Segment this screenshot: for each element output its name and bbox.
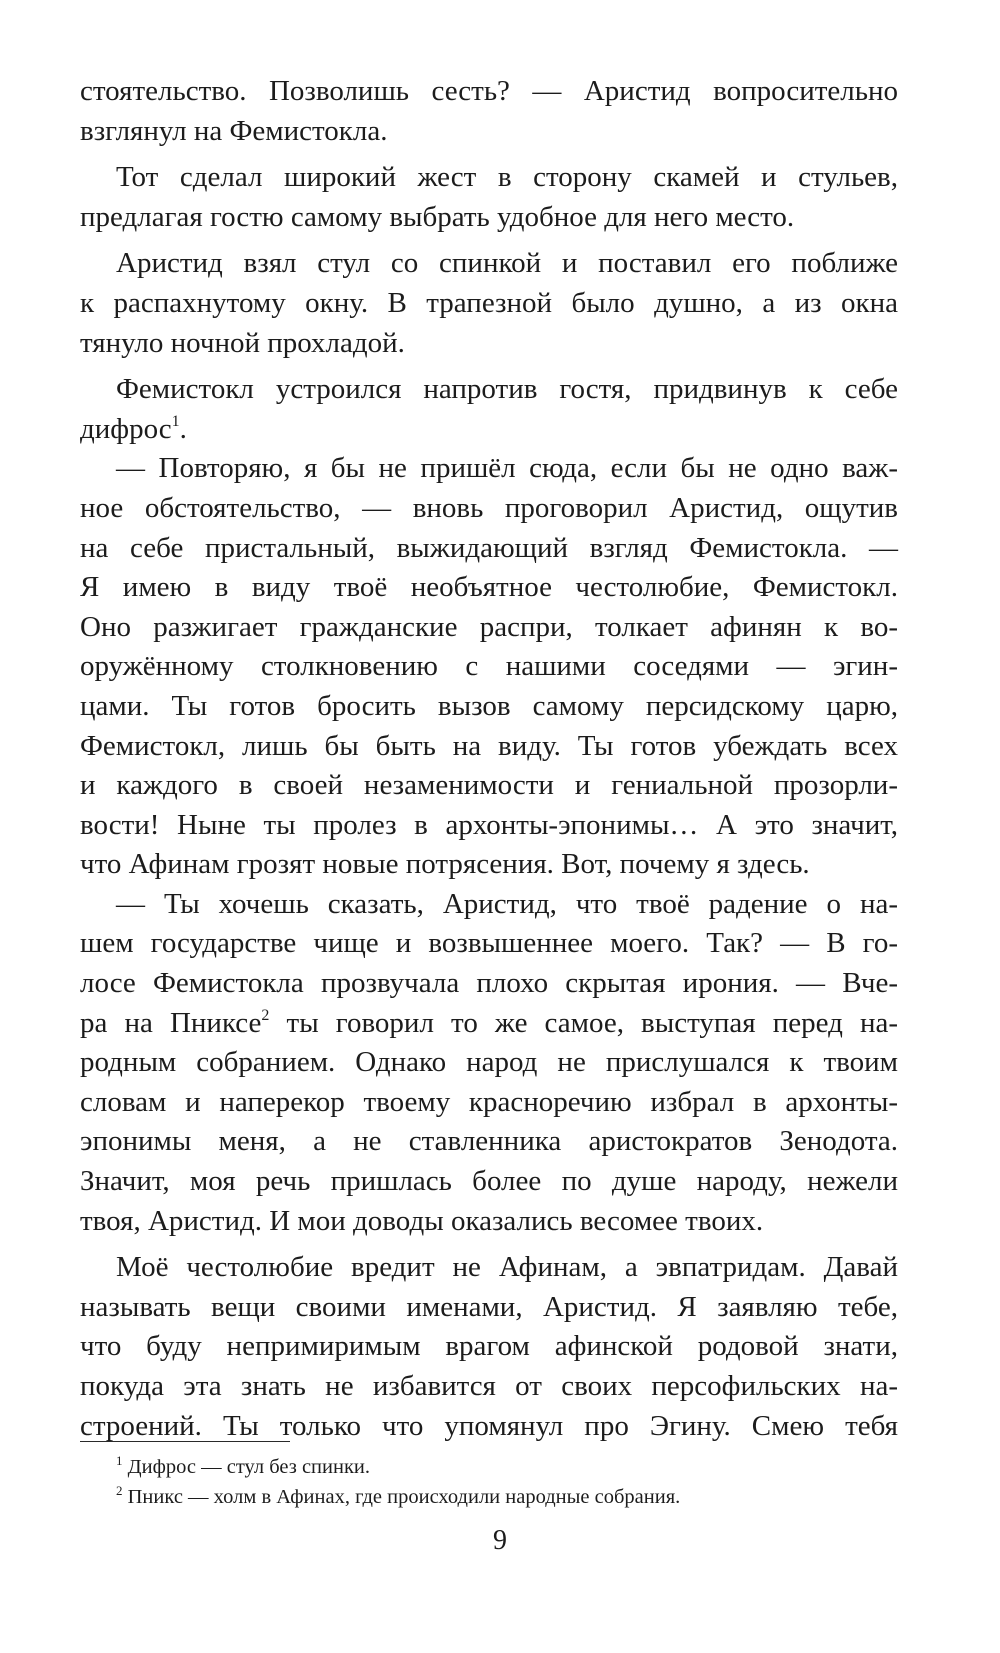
footnote-mark: 2 <box>116 1483 123 1498</box>
text-line: словам и наперекор твоему красноречию избрал в архонты- <box>80 1085 898 1118</box>
text-line: Фемистокл устроился напротив гостя, придвинув к себе <box>116 373 898 406</box>
text-line: Фемистокл, лишь бы быть на виду. Ты готов убеждать всех <box>80 729 898 762</box>
text-line: стоятельство. Позволишь сесть? — Аристид вопросительно <box>80 75 898 107</box>
text-line: — Повторяю, я бы не пришёл сюда, если бы не одно важ- <box>116 452 898 485</box>
footnoted-word: дифрос <box>80 412 172 445</box>
text-line: что Афинам грозят новые потрясения. Вот, почему я здесь. <box>80 848 810 881</box>
text-line: что буду непримиримым врагом афинской родовой знати, <box>80 1330 898 1363</box>
text-line: покуда эта знать не избавится от своих персофильских на- <box>80 1370 898 1402</box>
text-line: ное обстоятельство, — вновь проговорил Аристид, ощутив <box>80 491 898 524</box>
text-fragment: ра на Пниксе <box>80 1006 262 1039</box>
text-line: Аристид взял стул со спинкой и поставил его поближе <box>116 247 898 280</box>
text-line: цами. Ты готов бросить вызов самому персидскому царю, <box>80 689 898 722</box>
text-line: твоя, Аристид. И мои доводы оказались весомее твоих. <box>80 1204 764 1237</box>
text-line: тянуло ночной прохладой. <box>80 326 405 359</box>
footnote-1 <box>116 1452 896 1482</box>
text-line: шем государстве чище и возвышеннее моего. Так? — В го- <box>80 927 898 960</box>
text-line <box>80 1004 898 1044</box>
text-line: называть вещи своими именами, Аристид. Я заявляю тебе, <box>80 1290 898 1323</box>
text-line: взглянул на Фемистокла. <box>80 114 388 147</box>
text-line: оружённому столкновению с нашими соседями — эгин- <box>80 650 898 683</box>
page-number: 9 <box>493 1525 507 1556</box>
text-line: Моё честолюбие вредит не Афинам, а эвпатридам. Давай <box>116 1251 898 1284</box>
text-line: Тот сделал широкий жест в сторону скамей и стульев, <box>116 161 898 194</box>
footnote-text: Пникс — холм в Афинах, где происходили народные собрания. <box>127 1486 681 1508</box>
text-line: Оно разжигает гражданские распри, толкает афинян к во- <box>80 610 898 643</box>
main-text <box>80 72 898 1446</box>
footnote-divider <box>80 1441 290 1442</box>
text-line: на себе пристальный, выжидающий взгляд Фемистокла. — <box>80 531 898 564</box>
text-line: лосе Фемистокла прозвучала плохо скрытая ирония. — Вче- <box>80 967 898 1000</box>
text-line: и каждого в своей незаменимости и гениальной прозорли- <box>80 769 898 802</box>
footnote-mark: 1 <box>116 1453 123 1468</box>
footnote-2 <box>116 1482 896 1512</box>
text-line: к распахнутому окну. В трапезной было душно, а из окна <box>80 286 898 319</box>
text-line: — Ты хочешь сказать, Аристид, что твоё радение о на- <box>116 887 898 920</box>
text-line: Значит, моя речь пришлась более по душе народу, нежели <box>80 1165 898 1198</box>
footnote-ref-1: 1 <box>171 412 180 430</box>
text-line: родным собранием. Однако народ не прислушался к твоим <box>80 1046 898 1079</box>
footnote-text: Дифрос — стул без спинки. <box>127 1456 371 1478</box>
text-line: предлагая гостю самому выбрать удобное для него место. <box>80 200 795 233</box>
text-line: строений. Ты только что упомянул про Эгину. Смею тебя <box>80 1409 898 1442</box>
text-fragment: ты говорил то же самое, выступая перед на- <box>286 1006 899 1039</box>
text-line: Я имею в виду твоё необъятное честолюбие, Фемистокл. <box>80 571 898 604</box>
text-line: вости! Ныне ты пролез в архонты-эпонимы… А это значит, <box>80 808 898 841</box>
text-line: эпонимы меня, а не ставленника аристократов Зенодота. <box>80 1125 898 1158</box>
footnotes <box>116 1452 896 1512</box>
period: . <box>179 412 187 445</box>
footnote-ref-2: 2 <box>261 1006 270 1024</box>
text-line <box>80 410 898 450</box>
